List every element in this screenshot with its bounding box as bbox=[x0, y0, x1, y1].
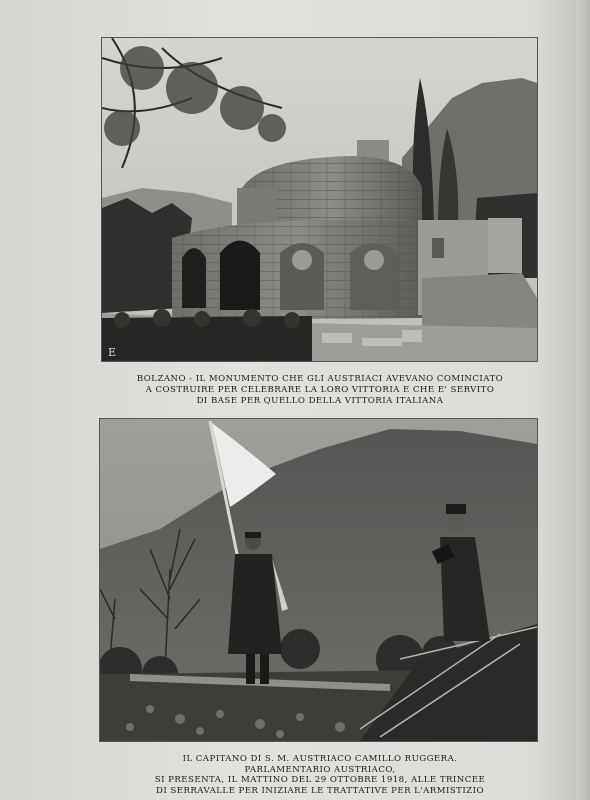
page-edge bbox=[576, 0, 590, 800]
bolzano-monument-illustration bbox=[102, 38, 537, 361]
parlamentario-caption bbox=[96, 754, 544, 796]
caption-line: DI SERRAVALLE PER INIZIARE LE TRATTATIVE PER L'ARMISTIZIO bbox=[156, 785, 484, 796]
bolzano-caption bbox=[96, 374, 544, 407]
caption-line: SI PRESENTA, IL MATTINO DEL 29 OTTOBRE 1918, ALLE TRINCEE bbox=[154, 775, 486, 785]
photographer-signature: E bbox=[108, 346, 117, 359]
caption-line: DI BASE PER QUELLO DELLA VITTORIA ITALIANA bbox=[196, 396, 444, 406]
caption-line: IL CAPITANO DI S. M. AUSTRIACO CAMILLO RUGGERA. bbox=[182, 754, 458, 764]
caption-line: BOLZANO - IL MONUMENTO CHE GLI AUSTRIACI AVEVANO COMINCIATO bbox=[136, 374, 504, 384]
caption-line: PARLAMENTARIO AUSTRIACO, bbox=[244, 764, 396, 775]
bolzano-monument-photo bbox=[102, 38, 537, 361]
parlamentario-photo bbox=[100, 419, 537, 741]
caption-line: A COSTRUIRE PER CELEBRARE LA LORO VITTORIA E CHE E' SERVITO bbox=[145, 385, 495, 395]
parlamentario-illustration bbox=[100, 419, 537, 741]
